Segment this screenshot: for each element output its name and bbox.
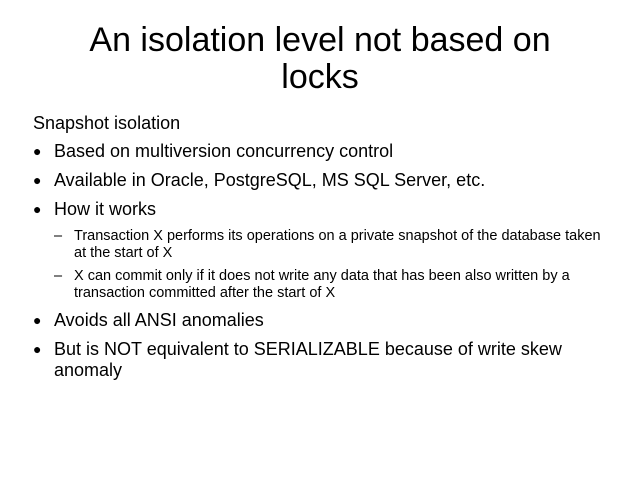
sub-bullet-list	[54, 228, 613, 302]
slide-subtitle: Snapshot isolation	[33, 113, 181, 133]
bullet-icon: ●	[33, 201, 42, 217]
sub-bullet-text: X can commit only if it does not write any data that has been also written by a transaction committed after the start of X	[74, 268, 570, 301]
bullet-item	[33, 339, 613, 381]
bullet-icon: ●	[33, 312, 42, 328]
bullet-icon: ●	[33, 172, 42, 188]
sub-bullet-text: Transaction X performs its operations on a private snapshot of the database taken at the start of X	[74, 228, 601, 261]
dash-icon: –	[54, 228, 63, 244]
sub-bullet-item	[54, 268, 613, 302]
bullet-text: Based on multiversion concurrency control	[54, 141, 394, 161]
bullet-item	[33, 170, 613, 191]
bullet-text: How it works	[54, 199, 157, 219]
bullet-icon: ●	[33, 341, 42, 357]
bullet-item	[33, 141, 613, 162]
dash-icon: –	[54, 268, 63, 284]
bullet-icon: ●	[33, 143, 42, 159]
bullet-text: Available in Oracle, PostgreSQL, MS SQL Server, etc.	[54, 170, 486, 190]
sub-bullet-item	[54, 228, 613, 262]
bullet-list	[33, 141, 613, 389]
bullet-item	[33, 199, 613, 302]
bullet-item	[33, 310, 613, 331]
bullet-text: But is NOT equivalent to SERIALIZABLE because of write skew anomaly	[54, 339, 562, 380]
bullet-text: Avoids all ANSI anomalies	[54, 310, 264, 330]
slide-title: An isolation level not based on locks	[89, 21, 551, 96]
